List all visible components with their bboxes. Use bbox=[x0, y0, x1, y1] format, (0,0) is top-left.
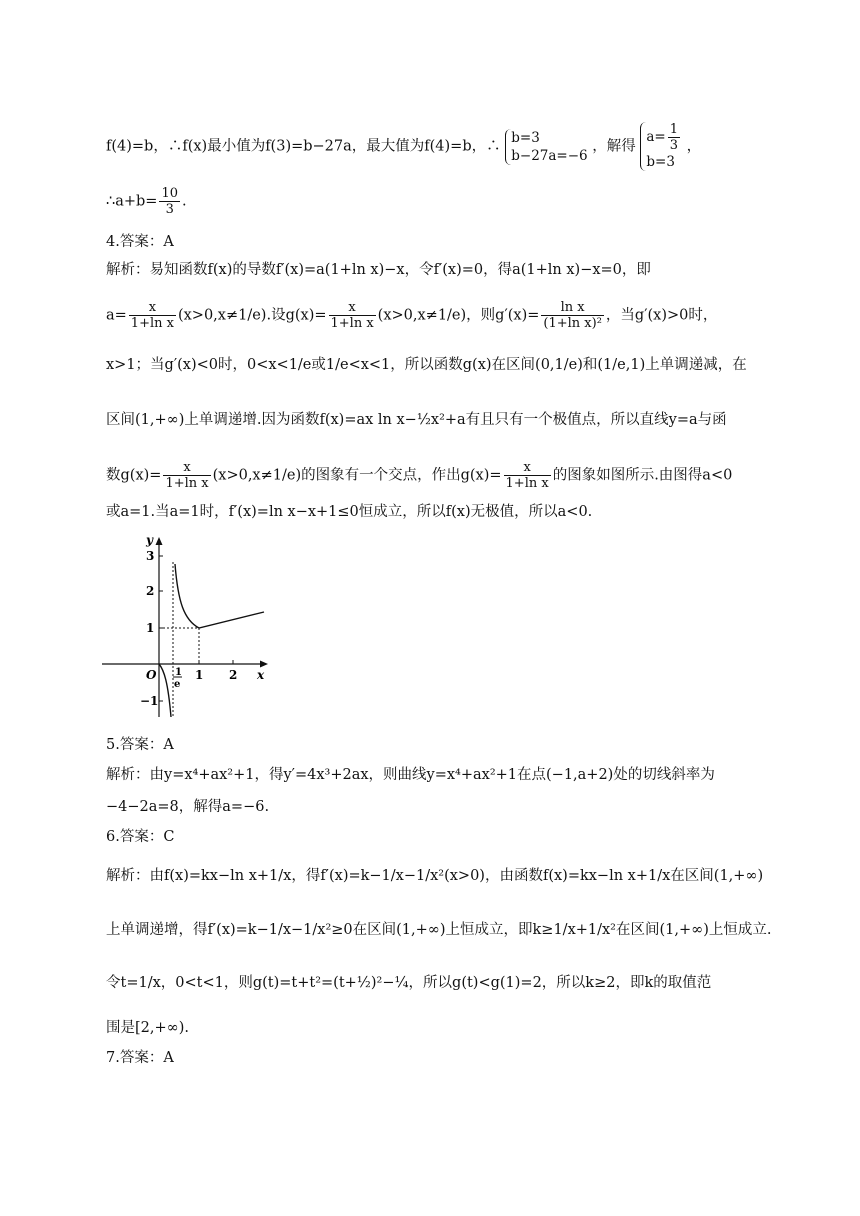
denominator: 1+ln x bbox=[165, 476, 209, 491]
x-axis-label: x bbox=[257, 668, 265, 682]
solution-line-2 bbox=[106, 186, 810, 217]
answer-5: 5.答案：A bbox=[106, 737, 174, 753]
denominator: 3 bbox=[669, 138, 679, 153]
x-axis-arrow bbox=[260, 661, 268, 668]
equation-lhs: a= bbox=[646, 129, 666, 145]
x-tick-2: 2 bbox=[229, 668, 238, 682]
fraction bbox=[129, 300, 176, 331]
curve-right-branch bbox=[175, 564, 264, 628]
equation: b=3 bbox=[511, 129, 540, 146]
analysis-5-line-1: 解析：由y=x⁴+ax²+1，得y′=4x³+2ax，则曲线y=x⁴+ax²+1在点(−1,a+2)处的切线斜率为 bbox=[106, 767, 715, 783]
y-tick-3: 3 bbox=[146, 549, 155, 563]
numerator: x bbox=[129, 300, 176, 316]
text-segment: ，解得 bbox=[592, 138, 636, 155]
equation-system bbox=[505, 129, 587, 165]
analysis-6-line-3: 令t=1/x，0<t<1，则g(t)=t+t²=(t+½)²−¼，所以g(t)<g(1)=2，所以k≥2，即k的取值范 bbox=[106, 975, 712, 991]
equation: b−27a=−6 bbox=[511, 147, 588, 164]
x-tick-1-over-e-num: 1 bbox=[175, 667, 182, 678]
x-tick-1: 1 bbox=[195, 668, 204, 682]
fraction bbox=[159, 186, 180, 217]
fraction bbox=[163, 460, 210, 491]
text-segment: ， bbox=[686, 138, 702, 155]
denominator: 1+ln x bbox=[505, 476, 549, 491]
x-tick-1-over-e-den: e bbox=[174, 679, 181, 690]
analysis-5-line-2: −4−2a=8，解得a=−6. bbox=[106, 799, 270, 815]
numerator: x bbox=[329, 300, 376, 316]
equation bbox=[646, 122, 682, 153]
denominator: 1+ln x bbox=[130, 316, 174, 331]
y-axis-arrow bbox=[156, 537, 163, 545]
function-graph bbox=[102, 532, 272, 722]
numerator: 1 bbox=[669, 122, 679, 137]
fraction bbox=[504, 460, 551, 491]
numerator: 10 bbox=[161, 186, 178, 201]
text-segment: a= bbox=[106, 307, 127, 324]
text-segment: f(4)=b，∴f(x)最小值为f(3)=b−27a，最大值为f(4)=b，∴ bbox=[106, 138, 501, 155]
text-segment: 的图象如图所示.由图得a<0 bbox=[552, 467, 733, 484]
analysis-4-line-3: x>1；当g′(x)<0时，0<x<1/e或1/e<x<1，所以函数g(x)在区间(0,1/e)和(1/e,1)上单调递减，在 bbox=[106, 357, 747, 373]
analysis-4-line-6: 或a=1.当a=1时，f′(x)=ln x−x+1≤0恒成立，所以f(x)无极值，所以a<0. bbox=[106, 504, 593, 520]
y-tick-2: 2 bbox=[146, 584, 155, 598]
denominator: 1+ln x bbox=[330, 316, 374, 331]
analysis-4-line-5 bbox=[106, 460, 810, 491]
y-axis-label: y bbox=[146, 533, 153, 547]
analysis-4-line-4: 区间(1,+∞)上单调递增.因为函数f(x)=ax ln x−½x²+a有且只有一个极值点，所以直线y=a与函 bbox=[106, 412, 727, 428]
analysis-6-line-1: 解析：由f(x)=kx−ln x+1/x，得f′(x)=k−1/x−1/x²(x>0)，由函数f(x)=kx−ln x+1/x在区间(1,+∞) bbox=[106, 868, 764, 884]
analysis-4-line-1: 解析：易知函数f(x)的导数f′(x)=a(1+ln x)−x，令f′(x)=0，得a(1+ln x)−x=0，即 bbox=[106, 262, 651, 278]
text-segment: (x>0,x≠1/e)，则g′(x)= bbox=[377, 307, 540, 324]
text-segment: 数g(x)= bbox=[106, 467, 162, 484]
numerator: ln x bbox=[541, 300, 604, 316]
analysis-4-line-2 bbox=[106, 300, 810, 331]
fraction bbox=[541, 300, 604, 331]
analysis-6-line-2: 上单调递增，得f′(x)=k−1/x−1/x²≥0在区间(1,+∞)上恒成立，即k≥1/x+1/x²在区间(1,+∞)上恒成立. bbox=[106, 922, 772, 938]
denominator: 3 bbox=[165, 202, 174, 217]
numerator: x bbox=[163, 460, 210, 476]
fraction bbox=[329, 300, 376, 331]
text-segment: ∴a+b= bbox=[106, 193, 158, 210]
denominator: (1+ln x)² bbox=[543, 316, 602, 331]
text-segment: ，当g′(x)>0时， bbox=[605, 307, 718, 324]
equation: b=3 bbox=[646, 154, 675, 170]
fraction bbox=[668, 122, 680, 153]
text-segment: (x>0,x≠1/e)的图象有一个交点，作出g(x)= bbox=[212, 467, 502, 484]
equation-system bbox=[640, 122, 682, 171]
answer-7: 7.答案：A bbox=[106, 1050, 174, 1066]
y-tick-1: 1 bbox=[146, 621, 155, 635]
y-tick-neg1: −1 bbox=[140, 694, 159, 708]
text-segment: (x>0,x≠1/e).设g(x)= bbox=[177, 307, 327, 324]
answer-4: 4.答案：A bbox=[106, 234, 174, 250]
solution-line-1 bbox=[106, 122, 810, 171]
analysis-6-line-4: 围是[2,+∞). bbox=[106, 1020, 189, 1036]
answer-6: 6.答案：C bbox=[106, 829, 175, 845]
curve-left-branch bbox=[159, 664, 171, 717]
numerator: x bbox=[504, 460, 551, 476]
text-segment: . bbox=[182, 193, 187, 210]
origin-label: O bbox=[146, 668, 157, 682]
